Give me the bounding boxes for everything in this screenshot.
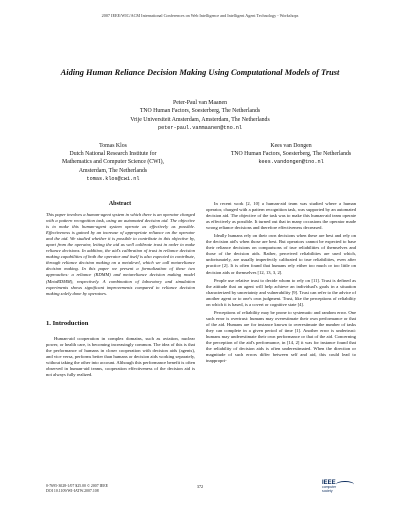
paragraph: In recent work [2, 10] a human-aid team was studied where a human operator, charged with a pattern recognition task, was supported by an automated decision aid. The objective of the task was to make this human-aid team operate as effectively as possible. It turned out that in many occasions the operator made wrong reliance decisions and therefore effectiveness decreased. (206, 201, 356, 231)
logo-society-text: society (322, 488, 333, 493)
conference-header: 2007 IEEE/WIC/ACM International Conferences on Web Intelligence and Intelligent Agent Technology - Workshops (101, 13, 299, 18)
logo-subtext (322, 486, 336, 493)
author-affiliation: Vrije Universiteit Amsterdam, Amsterdam, The Netherlands (130, 116, 270, 123)
paragraph: Ideally humans rely on their own decisions when these are best and rely on the decision aid's when those are best. But operators cannot be expected to base their reliance decisions on comparisons of true reliabilities of themselves and those of the decision aids. Rather, perceived reliabilities are used which, unfortunately, are usually imperfectly calibrated to true reliabilities, even after practice [2]. It is often found that humans rely either too much or too little on decision aids or themselves [12, 13, 3, 2]. (206, 233, 356, 275)
abstract-text: This paper involves a human-agent system in which there is an operator charged with a pattern recognition task, using an automated decision aid. The objective is to make this human-agent system operate as effectively as possible. Effectiveness is gained by an increase of appropriate reliance on the operator and the aid. We studied whether it is possible to contribute to this objective by, apart from the operator, letting the aid as well calibrate trust in order to make reliance decisions. In addition, the aid's calibration of trust in reliance decision making capabilities of both the operator and itself is also expected to contribute, through reliance decision making on a metalevel, which we call metareliance decision making. In this paper we present a formalization of these two approaches: a reliance (RDMM) and metareliance decision making model (MetaRDMM), respectively. A combination of laboratory and simulation experiments shows significant improvements compared to reliance decision making solely done by operators. (46, 212, 195, 296)
paragraph: People use relative trust to decide whom to rely on [11]. Trust is defined as the attitude that an agent will help achieve an individual's goals in a situation characterized by uncertainty and vulnerability [9]. Trust can refer to the advice of another agent or to one's own judgment. Trust, like the perceptions of reliability on which it is based, is a covert or cognitive state [4]. (206, 277, 356, 307)
left-author-block (33, 142, 193, 183)
section-heading: 1. Introduction (46, 320, 89, 327)
main-author-block (60, 99, 340, 133)
author-email[interactable]: kees.vandongen@tno.nl (258, 159, 324, 166)
author-name: Peter-Paul van Maanen (173, 100, 227, 106)
intro-body (46, 336, 195, 378)
right-author-block (206, 142, 376, 167)
paragraph: Perceptions of reliability may be prone to systematic and random error. One such error is overtrust: humans may overestimate their own performance or that of the aid. Humans are for instance known to overestimate the number of tasks they can complete in a given period of time [1]. Another error is undertrust: humans may underestimate their own performance or that of the aid. Concerning the perception of the aid's performance, in [14, 2] it was for instance found that the reliability of decision aids is often underestimated. When the direction or magnitude of such errors differ between self and aid, this could lead to inappropri- (206, 309, 356, 364)
abstract-heading: Abstract (108, 201, 132, 207)
author-email[interactable]: tomas.klos@cwi.nl (86, 175, 140, 182)
footer-doi: DOI 10.1109/WI-IATW.2007.108 (46, 489, 99, 493)
paragraph: Human-aid cooperation in complex domains, such as aviation, nuclear power, or health care, is becoming increasingly common. The idea of this is that the performance of humans in closer cooperation with decision aids (agents), and vice versa, performs better than humans or decision aids working separately, without taking the other into account. Although this performance benefit is often observed in human-aid teams, cooperation effectiveness of the decision aid is not always fully realized. (46, 336, 195, 378)
author-name: Kees van Dongen (270, 143, 312, 149)
author-name: Tomas Klos (99, 143, 127, 149)
author-affiliation: TNO Human Factors, Soesterberg, The Netherlands (230, 151, 352, 158)
author-email[interactable]: peter-paul.vanmaanen@tno.nl (157, 125, 243, 132)
footer-copyright (46, 484, 108, 494)
right-column-text (206, 201, 356, 366)
author-affiliation: TNO Human Factors, Soesterberg, The Netherlands (139, 108, 261, 115)
logo-computer-text: computer (322, 485, 337, 489)
logo-swoosh-icon (336, 481, 354, 488)
abstract-body (46, 212, 195, 297)
paper-title: Aiding Human Reliance Decision Making Using Computational Models of Trust (60, 68, 340, 77)
author-affiliation: Dutch National Research Institute for (69, 151, 157, 158)
author-affiliation: Amsterdam, The Netherlands (78, 167, 148, 174)
ieee-computer-society-logo (322, 480, 358, 496)
author-affiliation: Mathematics and Computer Science (CWI), (62, 159, 164, 166)
logo-text: IEEE (322, 480, 336, 486)
page-number: 372 (196, 484, 204, 489)
footer-isbn: 0-7695-3028-1/07 $25.00 © 2007 IEEE (46, 484, 109, 488)
